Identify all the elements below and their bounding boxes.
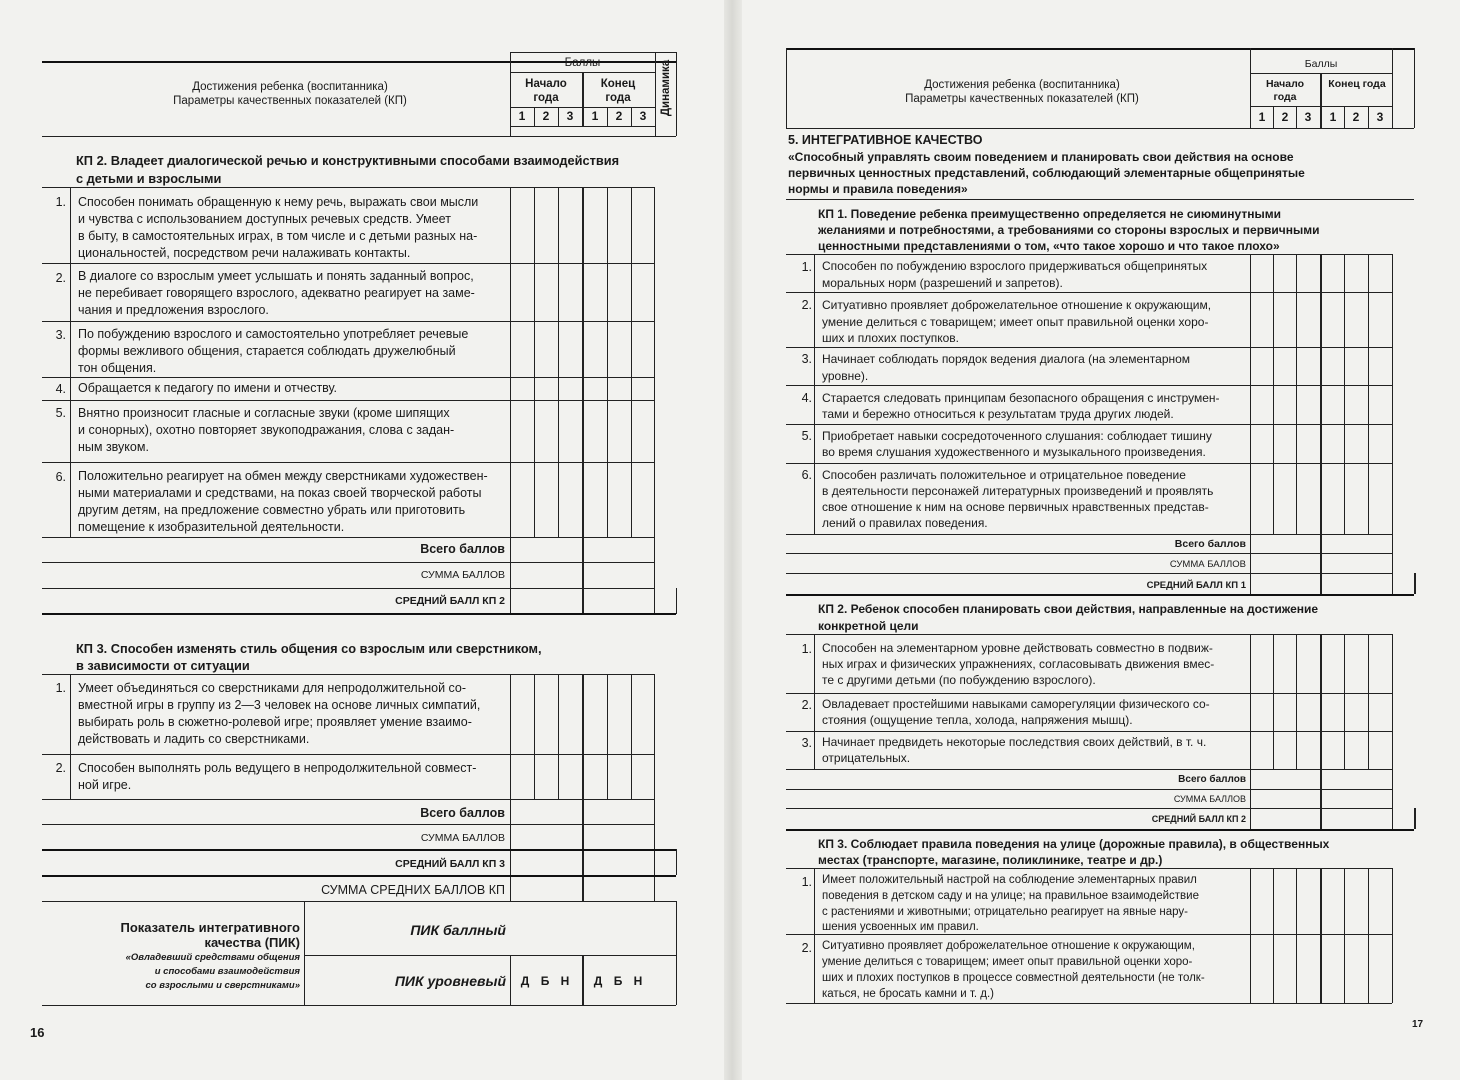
kp1-total-label: Всего баллов	[1174, 538, 1246, 550]
section-sub-line3: нормы и правила поведения»	[788, 182, 968, 196]
kp2-item-3-line: По побуждению взрослого и самостоятельно употребляет речевые	[78, 327, 469, 341]
item-number: 6.	[801, 468, 812, 482]
digit: 3	[566, 109, 574, 123]
item-number: 5.	[55, 406, 66, 420]
kp3r-title-line1: КП 3. Соблюдает правила поведения на улице (дорожные правила), в общественных	[818, 837, 1330, 851]
kp3r-item-1-line: с растениями и животными; отрицательно реагирует на явные нару-	[822, 906, 1189, 918]
kp2r-title-line2: конкретной цели	[818, 619, 919, 633]
pik-title-line2: качества (ПИК)	[204, 935, 300, 950]
digit: 3	[639, 109, 647, 123]
item-number: 1.	[55, 681, 66, 695]
header-title-line2: Параметры качественных показателей (КП)	[173, 95, 407, 107]
pik-title-line1: Показатель интегративного	[120, 920, 300, 935]
kp1-item-4-line: Старается следовать принципам безопасного обращения с инструмен-	[822, 391, 1220, 405]
digit: 3	[1376, 110, 1384, 124]
kp2r-item-1-line: ных играх и физических упражнениях, согласовывать движения вмес-	[822, 657, 1215, 671]
kp1-sum-label: СУММА БАЛЛОВ	[1169, 559, 1246, 570]
dynamics-label: Динамика	[660, 59, 672, 117]
item-number: 2.	[55, 761, 66, 775]
kp2-item-5-line: и сонорных), охотно повторяет звукоподражания, слова с задан-	[78, 423, 455, 437]
kp2-item-4-line: Обращается к педагогу по имени и отчеству.	[78, 381, 338, 395]
kp1-item-4-line: тами и бережно относиться к результатам труда других людей.	[822, 407, 1174, 421]
kp2-item-2-line: не перебивает говорящего взрослого, адекватно реагирует на заме-	[78, 286, 475, 300]
kp2-item-5-line: Внятно произносит гласные и согласные звуки (кроме шипящих	[78, 406, 450, 420]
kp2-item-1-line: и чувства с использованием доступных речевых средств. Умеет	[78, 212, 451, 226]
kp1-item-2-line: Ситуативно проявляет доброжелательное отношение к окружающим,	[822, 298, 1212, 312]
kp2-sum-label: СУММА БАЛЛОВ	[420, 569, 505, 581]
kp3-avg-label: СРЕДНИЙ БАЛЛ КП 3	[395, 858, 505, 870]
kp2-item-1-line: Способен понимать обращенную к нему речь, выражать свои мысли	[78, 195, 479, 209]
item-number: 1.	[801, 260, 812, 274]
digit: 1	[1329, 110, 1337, 124]
right-page	[742, 0, 1460, 1080]
page-number: 17	[1412, 1019, 1424, 1030]
item-number: 1.	[801, 642, 812, 656]
kp1-item-6-line: Способен различать положительное и отрицательное поведение	[822, 468, 1186, 482]
level-letter: Н	[560, 974, 570, 988]
kp2r-item-2-line: стояния (ощущение тепла, холода, напряжения мышц).	[822, 713, 1133, 727]
kp3-item-1-line: выбирать роль в сюжетно-ролевой игре; проявляет умение взаимо-	[78, 715, 472, 729]
level-letter: Б	[613, 974, 623, 988]
kp3-item-1-line: действовать и ладить со сверстниками.	[78, 732, 310, 746]
kp3r-item-1-line: Имеет положительный настрой на соблюдение элементарных правил	[822, 874, 1197, 886]
kp2-total-label: Всего баллов	[420, 542, 505, 556]
kp2-item-1-line: циональностей, посредством речи налаживать контакты.	[78, 246, 411, 260]
kp2r-avg-label: СРЕДНИЙ БАЛЛ КП 2	[1151, 814, 1246, 824]
item-number: 5.	[801, 429, 812, 443]
kp2-item-6-line: другим детям, на предложение совместно убрать или приготовить	[78, 503, 466, 517]
book-gutter	[724, 0, 742, 1080]
item-number: 3.	[801, 352, 812, 366]
kp2-item-3-line: формы вежливого общения, старается соблюдать дружелюбный	[78, 344, 456, 358]
kp1-title-line2: желаниями и потребностями, а требованиями со стороны взрослых и первичными	[818, 223, 1320, 237]
level-letter: Д	[520, 974, 530, 988]
kp3r-item-1-line: поведения в детском саду и на улице; на правильное взаимодействие	[822, 890, 1199, 902]
kp2-item-6-line: помещение к изобразительной деятельности.	[78, 520, 345, 534]
pik-sub-line1: «Овладевший средствами общения	[125, 952, 300, 963]
digit: 1	[591, 109, 599, 123]
level-letter: Н	[633, 974, 643, 988]
kp1-item-6-line: в деятельности персонажей литературных произведений и проявлять	[822, 484, 1214, 498]
kp2r-title-line1: КП 2. Ребенок способен планировать свои действия, направленные на достижение	[818, 602, 1319, 616]
kp3-title-line2: в зависимости от ситуации	[76, 658, 250, 673]
item-number: 4.	[55, 382, 66, 396]
scores-label: Баллы	[564, 57, 601, 69]
page-number: 16	[30, 1025, 45, 1040]
kp1-item-1-line: моральных норм (разрешений и запретов).	[822, 276, 1063, 290]
kp1-avg-label: СРЕДНИЙ БАЛЛ КП 1	[1146, 580, 1246, 591]
kp3-item-1-line: вместной игры в группу из 2—3 человек на основе личных симпатий,	[78, 698, 481, 712]
pik-sub-line2: и способами взаимодействия	[154, 966, 300, 977]
end-year-label: Конец года	[600, 78, 636, 104]
pik-level-label: ПИК уровневый	[394, 973, 506, 989]
kp2-avg-label: СРЕДНИЙ БАЛЛ КП 2	[395, 595, 505, 607]
kp2-title-line1: КП 2. Владеет диалогической речью и конструктивными способами взаимодействия	[76, 153, 620, 168]
scores-label: Баллы	[1304, 58, 1338, 70]
kp3r-item-2-line: умение делиться с товарищем; имеет опыт правильной оценки хоро-	[822, 956, 1193, 968]
item-number: 1.	[55, 195, 66, 209]
kp1-item-3-line: уровне).	[822, 369, 869, 383]
item-number: 3.	[55, 328, 66, 342]
item-number: 4.	[801, 391, 812, 405]
kp3r-item-2-line: каться, не бросать камни и т. д.)	[822, 988, 995, 1000]
kp1-title-line1: КП 1. Поведение ребенка преимущественно определяется не сиюминутными	[818, 207, 1281, 221]
digit: 1	[518, 109, 526, 123]
kp2r-item-2-line: Овладевает простейшими навыками саморегуляции физического со-	[822, 697, 1210, 711]
item-number: 2.	[801, 698, 812, 712]
kp1-item-6-line: лений о правилах поведения.	[822, 516, 988, 530]
kp1-item-2-line: умение делиться с товарищем; имеет опыт правильной оценки хоро-	[822, 315, 1209, 329]
level-letter: Б	[540, 974, 550, 988]
item-number: 2.	[801, 941, 812, 955]
kp1-item-5-line: во время слушания художественного и музыкального произведения.	[822, 445, 1206, 459]
kp1-item-1-line: Способен по побуждению взрослого придерживаться общепринятых	[822, 259, 1208, 273]
kp3r-item-1-line: шения усвоенных им правил.	[822, 921, 979, 933]
kp3r-title-line2: местах (транспорте, магазине, поликлинике, театре и др.)	[818, 853, 1163, 867]
kp1-title-line3: ценностными представлениями о том, «что такое хорошо и что такое плохо»	[818, 239, 1280, 253]
digit: 2	[1352, 110, 1360, 124]
kp2r-item-1-line: те с другими детьми (по побуждению взрослого).	[822, 673, 1096, 687]
kp2r-total-label: Всего баллов	[1178, 774, 1246, 785]
kp1-item-3-line: Начинает соблюдать порядок ведения диалога (на элементарном	[822, 352, 1191, 366]
item-number: 2.	[55, 271, 66, 285]
pik-points-label: ПИК баллный	[410, 922, 506, 938]
kp2-item-2-line: В диалоге со взрослым умеет услышать и понять заданный вопрос,	[78, 269, 474, 283]
kp2-item-5-line: ным звуком.	[78, 440, 149, 454]
kp2-item-6-line: Положительно реагирует на обмен между сверстниками художествен-	[78, 469, 488, 483]
header-title-line2: Параметры качественных показателей (КП)	[905, 93, 1139, 105]
kp3-title-line1: КП 3. Способен изменять стиль общения со взрослым или сверстником,	[76, 641, 542, 656]
kp2r-item-3-line: Начинает предвидеть некоторые последствия своих действий, в т. ч.	[822, 735, 1207, 749]
start-year-label: Начало года	[1265, 78, 1305, 103]
item-number: 3.	[801, 736, 812, 750]
digit: 1	[1258, 110, 1266, 124]
kp3-total-label: Всего баллов	[420, 806, 505, 820]
item-number: 6.	[55, 470, 66, 484]
start-year-label: Начало года	[525, 78, 567, 104]
kp2-item-1-line: в быту, в самостоятельных играх, в том числе и с детьми разных на-	[78, 229, 478, 243]
section-title: 5. ИНТЕГРАТИВНОЕ КАЧЕСТВО	[788, 133, 983, 147]
header-title-line1: Достижения ребенка (воспитанника)	[924, 79, 1120, 91]
sum-avg-label: СУММА СРЕДНИХ БАЛЛОВ КП	[321, 883, 505, 897]
kp3-sum-label: СУММА БАЛЛОВ	[420, 832, 505, 844]
kp1-item-5-line: Приобретает навыки сосредоточенного слушания: соблюдает тишину	[822, 429, 1212, 443]
section-sub-line2: первичных ценностных представлений, соблюдающий элементарные общепринятые	[788, 166, 1305, 180]
kp2r-sum-label: СУММА БАЛЛОВ	[1173, 794, 1246, 804]
kp1-item-6-line: свое отношение к ним на основе первичных нравственных представ-	[822, 500, 1209, 514]
item-number: 1.	[801, 875, 812, 889]
digit: 2	[1281, 110, 1289, 124]
digit: 2	[542, 109, 550, 123]
kp2-item-3-line: тон общения.	[78, 361, 157, 375]
kp1-item-2-line: ших и плохих поступков.	[822, 331, 959, 345]
kp2-title-line2: с детьми и взрослыми	[76, 171, 222, 186]
kp2-item-6-line: ными материалами и средствами, на показ своей творческой работы	[78, 486, 482, 500]
pik-sub-line3: со взрослыми и сверстниками»	[145, 980, 300, 991]
end-year-label: Конец года	[1328, 78, 1386, 90]
digit: 3	[1304, 110, 1312, 124]
kp3-item-2-line: ной игре.	[78, 778, 132, 792]
kp2-item-2-line: чания и предложения взрослого.	[78, 303, 269, 317]
kp3-item-1-line: Умеет объединяться со сверстниками для непродолжительной со-	[78, 681, 467, 695]
level-letter: Д	[593, 974, 603, 988]
item-number: 2.	[801, 298, 812, 312]
header-title-line1: Достижения ребенка (воспитанника)	[192, 81, 388, 93]
kp2r-item-1-line: Способен на элементарном уровне действовать совместно в подвиж-	[822, 641, 1213, 655]
kp3-item-2-line: Способен выполнять роль ведущего в непродолжительной совмест-	[78, 761, 477, 775]
kp3r-item-2-line: Ситуативно проявляет доброжелательное отношение к окружающим,	[822, 940, 1195, 952]
kp2r-item-3-line: отрицательных.	[822, 751, 911, 765]
section-sub-line1: «Способный управлять своим поведением и планировать свои действия на основе	[788, 150, 1294, 164]
kp3r-item-2-line: ших и плохих поступков в процессе совместной деятельности (не толк-	[822, 972, 1205, 984]
digit: 2	[615, 109, 623, 123]
left-page	[0, 0, 724, 1080]
